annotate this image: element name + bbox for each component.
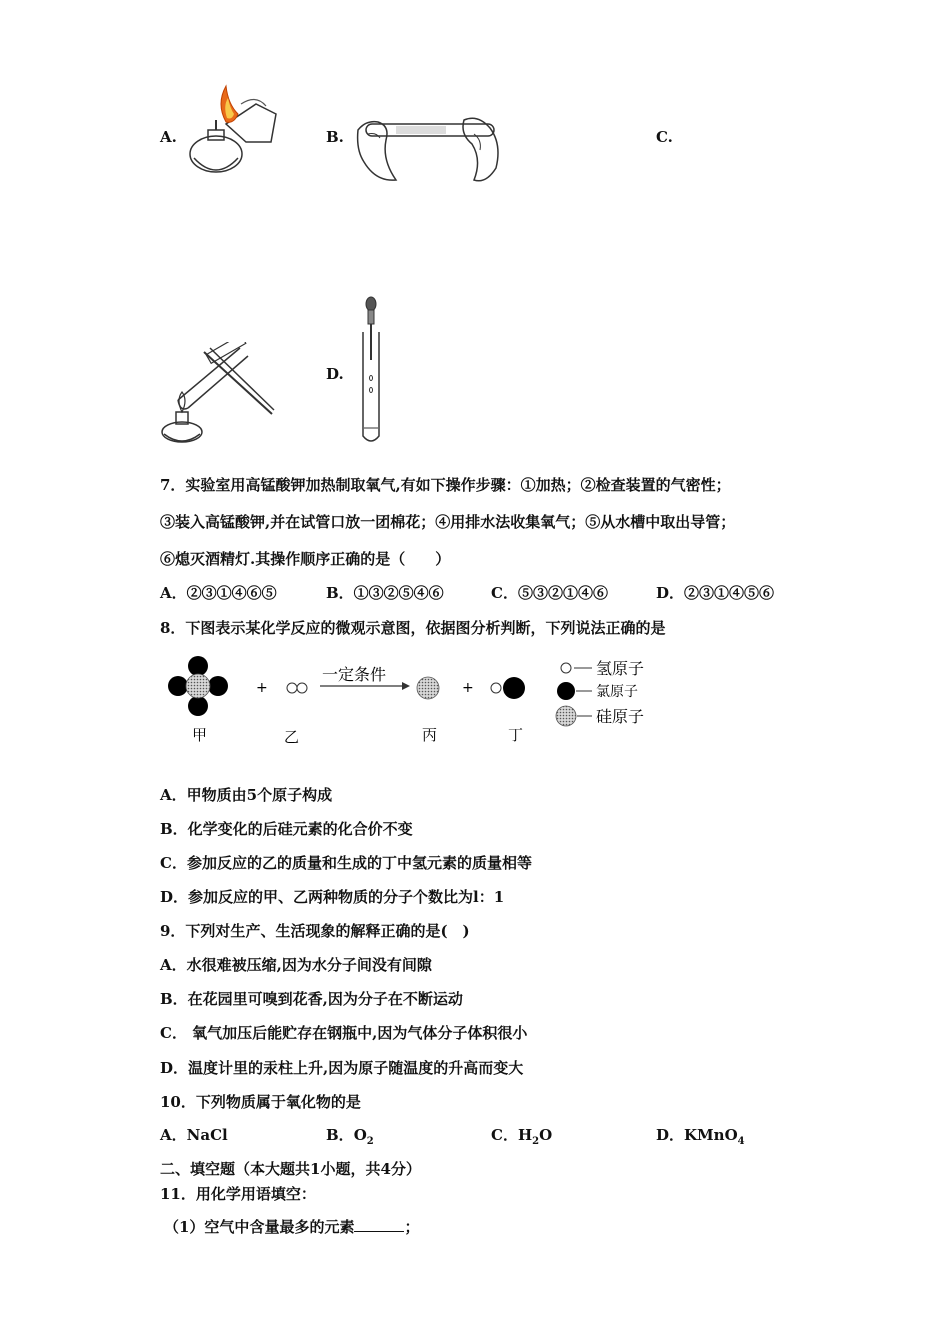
option-d-label: D. bbox=[326, 365, 344, 383]
question-7-option-d: D．②③①④⑤⑥ bbox=[656, 584, 775, 602]
molecule-yi bbox=[287, 683, 307, 693]
question-11-part-1-end: ； bbox=[404, 1218, 420, 1236]
formula: H bbox=[517, 1126, 533, 1144]
question-7-option-c: C．⑤③②①④⑥ bbox=[491, 584, 608, 602]
hands-holding-test-tube-illustration bbox=[356, 110, 502, 186]
question-9-option-c: C． 氧气加压后能贮存在钢瓶中,因为气体分子体积很小 bbox=[160, 1024, 528, 1042]
molecule-jia bbox=[168, 656, 228, 716]
option-prefix: D． bbox=[656, 1126, 685, 1144]
plus-sign-2: + bbox=[462, 680, 474, 696]
plus-sign-1: + bbox=[256, 680, 268, 696]
question-10-stem: 10．下列物质属于氧化物的是 bbox=[160, 1093, 361, 1111]
option-prefix: B． bbox=[326, 1126, 354, 1144]
question-7-line-1: 7．实验室用高锰酸钾加热制取氧气,有如下操作步骤：①加热；②检查装置的气密性； bbox=[160, 476, 731, 494]
section-2-title: 二、填空题（本大题共1小题，共4分） bbox=[160, 1160, 421, 1178]
molecule-bing bbox=[417, 677, 439, 699]
question-9-stem: 9．下列对生产、生活现象的解释正确的是( ) bbox=[160, 922, 470, 940]
question-9-option-d: D．温度计里的汞柱上升,因为原子随温度的升高而变大 bbox=[160, 1059, 524, 1077]
alcohol-lamp-lighting-illustration bbox=[186, 84, 284, 186]
formula-subscript: 2 bbox=[532, 1136, 540, 1147]
question-8-option-c: C．参加反应的乙的质量和生成的丁中氢元素的质量相等 bbox=[160, 854, 532, 872]
formula-subscript: 2 bbox=[366, 1136, 374, 1147]
legend-chlorine: 氯原子 bbox=[596, 684, 638, 700]
label-yi: 乙 bbox=[284, 728, 300, 746]
label-jia: 甲 bbox=[192, 726, 208, 744]
formula: NaCl bbox=[186, 1126, 228, 1144]
question-11-part-1 bbox=[164, 1216, 419, 1237]
question-7-option-b: B．①③②⑤④⑥ bbox=[326, 584, 444, 602]
question-7-line-2: ③装入高锰酸钾,并在试管口放一团棉花；④用排水法收集氧气；⑤从水槽中取出导管； bbox=[160, 513, 736, 531]
reaction-microscopic-diagram bbox=[160, 654, 660, 746]
label-bing: 丙 bbox=[422, 726, 438, 744]
reaction-condition: 一定条件 bbox=[322, 665, 387, 684]
question-8-stem: 8．下图表示某化学反应的微观示意图，依据图分析判断，下列说法正确的是 bbox=[160, 619, 666, 637]
legend bbox=[556, 659, 644, 726]
question-10-option-a bbox=[160, 1124, 228, 1145]
legend-silicon: 硅原子 bbox=[596, 707, 645, 726]
formula-subscript: 4 bbox=[737, 1136, 745, 1147]
question-10-option-c bbox=[491, 1124, 552, 1147]
option-prefix: C． bbox=[491, 1126, 518, 1144]
question-8-option-d: D．参加反应的甲、乙两种物质的分子个数比为l：1 bbox=[160, 888, 505, 906]
question-9-option-b: B．在花园里可嗅到花香,因为分子在不断运动 bbox=[160, 990, 463, 1008]
formula-tail: O bbox=[539, 1126, 553, 1144]
question-8-option-a: A．甲物质由5个原子构成 bbox=[160, 786, 333, 804]
question-10-option-d bbox=[656, 1124, 745, 1147]
option-c-label: C. bbox=[656, 128, 673, 146]
dropper-test-tube-illustration bbox=[356, 296, 386, 448]
question-11-stem: 11．用化学用语填空： bbox=[160, 1185, 316, 1203]
molecule-ding bbox=[491, 677, 525, 699]
reaction-arrow-head bbox=[402, 682, 410, 690]
heating-test-tube-illustration bbox=[160, 342, 276, 448]
answer-blank[interactable] bbox=[354, 1217, 404, 1232]
legend-hydrogen: 氢原子 bbox=[596, 659, 645, 678]
question-8-option-b: B．化学变化的后硅元素的化合价不变 bbox=[160, 820, 413, 838]
question-9-option-a: A．水很难被压缩,因为水分子间没有间隙 bbox=[160, 956, 432, 974]
option-prefix: A． bbox=[160, 1126, 187, 1144]
formula: O bbox=[353, 1126, 367, 1144]
option-a-label: A. bbox=[160, 128, 177, 146]
question-11-part-1-text: （1）空气中含量最多的元素 bbox=[164, 1218, 355, 1236]
label-ding: 丁 bbox=[508, 726, 524, 744]
question-10-option-b bbox=[326, 1124, 374, 1147]
option-b-label: B. bbox=[326, 128, 344, 146]
question-7-line-3: ⑥熄灭酒精灯.其操作顺序正确的是（ ） bbox=[160, 550, 451, 568]
formula: KMnO bbox=[684, 1126, 738, 1144]
question-7-option-a: A．②③①④⑥⑤ bbox=[160, 584, 277, 602]
